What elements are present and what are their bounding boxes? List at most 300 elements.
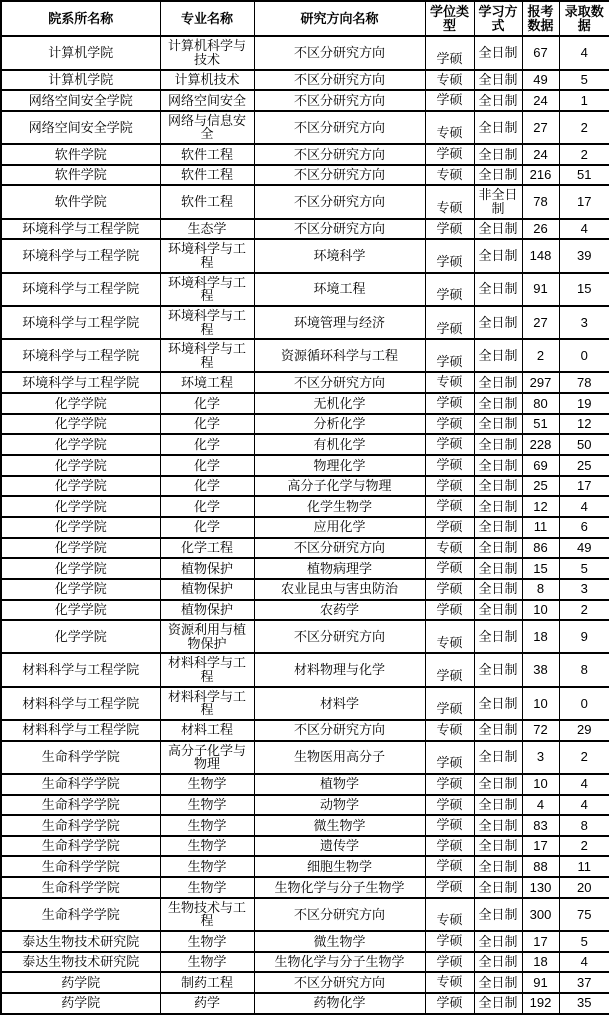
- cell: 生命科学学院: [1, 877, 160, 898]
- cell: 高分子化学与物理: [160, 741, 254, 774]
- cell: 12: [559, 414, 609, 435]
- table-row: [1, 600, 609, 621]
- table-row: [1, 393, 609, 414]
- cell: 15: [559, 273, 609, 306]
- cell: 4: [559, 795, 609, 816]
- cell: 生命科学学院: [1, 856, 160, 877]
- table-row: [1, 741, 609, 774]
- cell: 全日制: [474, 898, 522, 931]
- table-row: [1, 795, 609, 816]
- cell: 全日制: [474, 372, 522, 393]
- cell: 全日制: [474, 219, 522, 240]
- cell: 植物保护: [160, 579, 254, 600]
- cell: 生物学: [160, 774, 254, 795]
- cell: 25: [522, 476, 559, 497]
- cell: 2: [559, 144, 609, 165]
- cell: 植物病理学: [254, 558, 425, 579]
- table-row: [1, 496, 609, 517]
- cell: 83: [522, 815, 559, 836]
- cell: 非全日制: [474, 185, 522, 218]
- cell: 4: [522, 795, 559, 816]
- cell: 生物学: [160, 952, 254, 973]
- cell: 资源循环科学与工程: [254, 339, 425, 372]
- cell: 生物学: [160, 856, 254, 877]
- cell: 专硕: [425, 620, 474, 653]
- table-row: [1, 239, 609, 272]
- table-row: [1, 538, 609, 559]
- cell: 10: [522, 600, 559, 621]
- cell: 4: [559, 496, 609, 517]
- cell: 49: [559, 538, 609, 559]
- cell: 化学学院: [1, 620, 160, 653]
- cell: 0: [559, 339, 609, 372]
- cell: 学硕: [425, 877, 474, 898]
- cell: 环境科学与工程: [160, 273, 254, 306]
- cell: 不区分研究方向: [254, 972, 425, 993]
- cell: 学硕: [425, 815, 474, 836]
- header-row: [1, 1, 609, 36]
- cell: 学硕: [425, 558, 474, 579]
- cell: 生物化学与分子生物学: [254, 877, 425, 898]
- cell: 学硕: [425, 476, 474, 497]
- cell: 学硕: [425, 36, 474, 69]
- table-row: [1, 815, 609, 836]
- cell: 软件学院: [1, 185, 160, 218]
- cell: 网络空间安全: [160, 90, 254, 111]
- cell: 材料科学与工程学院: [1, 720, 160, 741]
- cell: 专硕: [425, 720, 474, 741]
- cell: 学硕: [425, 306, 474, 339]
- column-header: 研究方向名称: [254, 1, 425, 36]
- cell: 全日制: [474, 339, 522, 372]
- cell: 全日制: [474, 90, 522, 111]
- cell: 资源利用与植物保护: [160, 620, 254, 653]
- cell: 农业昆虫与害虫防治: [254, 579, 425, 600]
- cell: 全日制: [474, 795, 522, 816]
- cell: 80: [522, 393, 559, 414]
- cell: 农药学: [254, 600, 425, 621]
- cell: 化学学院: [1, 517, 160, 538]
- cell: 全日制: [474, 111, 522, 144]
- cell: 10: [522, 687, 559, 720]
- cell: 学硕: [425, 952, 474, 973]
- cell: 全日制: [474, 972, 522, 993]
- cell: 环境科学与工程: [160, 339, 254, 372]
- cell: 9: [559, 620, 609, 653]
- column-header: 学位类型: [425, 1, 474, 36]
- cell: 10: [522, 774, 559, 795]
- table-row: [1, 306, 609, 339]
- cell: 环境科学与工程学院: [1, 339, 160, 372]
- cell: 化学: [160, 414, 254, 435]
- cell: 软件工程: [160, 165, 254, 186]
- cell: 不区分研究方向: [254, 36, 425, 69]
- cell: 67: [522, 36, 559, 69]
- cell: 学硕: [425, 517, 474, 538]
- cell: 18: [522, 620, 559, 653]
- table-row: [1, 931, 609, 952]
- cell: 材料科学与工程: [160, 653, 254, 686]
- table-header: [1, 1, 609, 36]
- cell: 全日制: [474, 653, 522, 686]
- cell: 网络空间安全学院: [1, 111, 160, 144]
- cell: 88: [522, 856, 559, 877]
- cell: 全日制: [474, 306, 522, 339]
- table-row: [1, 517, 609, 538]
- cell: 全日制: [474, 434, 522, 455]
- cell: 化学学院: [1, 558, 160, 579]
- cell: 环境科学与工程学院: [1, 273, 160, 306]
- cell: 全日制: [474, 620, 522, 653]
- cell: 化学学院: [1, 393, 160, 414]
- table-row: [1, 720, 609, 741]
- cell: 软件学院: [1, 144, 160, 165]
- cell: 20: [559, 877, 609, 898]
- table-row: [1, 414, 609, 435]
- cell: 材料工程: [160, 720, 254, 741]
- table-row: [1, 898, 609, 931]
- cell: 材料科学与工程学院: [1, 687, 160, 720]
- table-row: [1, 620, 609, 653]
- table-row: [1, 558, 609, 579]
- cell: 学硕: [425, 836, 474, 857]
- cell: 学硕: [425, 339, 474, 372]
- cell: 不区分研究方向: [254, 720, 425, 741]
- cell: 全日制: [474, 877, 522, 898]
- cell: 全日制: [474, 720, 522, 741]
- cell: 生物化学与分子生物学: [254, 952, 425, 973]
- cell: 全日制: [474, 455, 522, 476]
- cell: 全日制: [474, 558, 522, 579]
- cell: 8: [559, 653, 609, 686]
- cell: 软件工程: [160, 185, 254, 218]
- cell: 网络空间安全学院: [1, 90, 160, 111]
- cell: 4: [559, 952, 609, 973]
- cell: 学硕: [425, 931, 474, 952]
- cell: 化学学院: [1, 476, 160, 497]
- cell: 4: [559, 36, 609, 69]
- cell: 微生物学: [254, 931, 425, 952]
- cell: 生物学: [160, 931, 254, 952]
- cell: 216: [522, 165, 559, 186]
- cell: 软件工程: [160, 144, 254, 165]
- cell: 学硕: [425, 414, 474, 435]
- cell: 专硕: [425, 538, 474, 559]
- table-row: [1, 70, 609, 91]
- cell: 24: [522, 90, 559, 111]
- table-row: [1, 455, 609, 476]
- table-row: [1, 579, 609, 600]
- cell: 学硕: [425, 496, 474, 517]
- cell: 学硕: [425, 239, 474, 272]
- cell: 全日制: [474, 600, 522, 621]
- cell: 环境科学: [254, 239, 425, 272]
- cell: 2: [522, 339, 559, 372]
- cell: 物理化学: [254, 455, 425, 476]
- cell: 不区分研究方向: [254, 620, 425, 653]
- cell: 学硕: [425, 774, 474, 795]
- cell: 环境科学与工程学院: [1, 239, 160, 272]
- cell: 化学: [160, 393, 254, 414]
- cell: 遗传学: [254, 836, 425, 857]
- cell: 37: [559, 972, 609, 993]
- cell: 环境科学与工程学院: [1, 306, 160, 339]
- cell: 1: [559, 90, 609, 111]
- cell: 专硕: [425, 111, 474, 144]
- cell: 3: [522, 741, 559, 774]
- cell: 不区分研究方向: [254, 185, 425, 218]
- cell: 植物保护: [160, 600, 254, 621]
- cell: 制药工程: [160, 972, 254, 993]
- cell: 全日制: [474, 774, 522, 795]
- cell: 生物医用高分子: [254, 741, 425, 774]
- cell: 全日制: [474, 165, 522, 186]
- cell: 5: [559, 70, 609, 91]
- cell: 78: [522, 185, 559, 218]
- cell: 计算机技术: [160, 70, 254, 91]
- cell: 不区分研究方向: [254, 219, 425, 240]
- cell: 39: [559, 239, 609, 272]
- cell: 材料科学与工程: [160, 687, 254, 720]
- cell: 49: [522, 70, 559, 91]
- cell: 分析化学: [254, 414, 425, 435]
- cell: 化学学院: [1, 579, 160, 600]
- cell: 学硕: [425, 144, 474, 165]
- table-row: [1, 434, 609, 455]
- cell: 72: [522, 720, 559, 741]
- cell: 2: [559, 836, 609, 857]
- cell: 环境科学与工程学院: [1, 219, 160, 240]
- column-header: 专业名称: [160, 1, 254, 36]
- cell: 全日制: [474, 239, 522, 272]
- cell: 学硕: [425, 741, 474, 774]
- cell: 4: [559, 219, 609, 240]
- cell: 学硕: [425, 273, 474, 306]
- column-header: 院系所名称: [1, 1, 160, 36]
- cell: 不区分研究方向: [254, 90, 425, 111]
- cell: 化学学院: [1, 496, 160, 517]
- cell: 全日制: [474, 496, 522, 517]
- cell: 3: [559, 306, 609, 339]
- cell: 148: [522, 239, 559, 272]
- table-row: [1, 972, 609, 993]
- table-row: [1, 144, 609, 165]
- cell: 生命科学学院: [1, 795, 160, 816]
- cell: 17: [522, 836, 559, 857]
- table-row: [1, 993, 609, 1014]
- cell: 全日制: [474, 952, 522, 973]
- cell: 环境科学与工程: [160, 306, 254, 339]
- cell: 91: [522, 273, 559, 306]
- cell: 生物学: [160, 877, 254, 898]
- cell: 全日制: [474, 741, 522, 774]
- table-row: [1, 185, 609, 218]
- cell: 学硕: [425, 795, 474, 816]
- cell: 91: [522, 972, 559, 993]
- cell: 不区分研究方向: [254, 70, 425, 91]
- cell: 不区分研究方向: [254, 372, 425, 393]
- cell: 化学: [160, 434, 254, 455]
- cell: 8: [522, 579, 559, 600]
- cell: 27: [522, 306, 559, 339]
- cell: 药物化学: [254, 993, 425, 1014]
- cell: 化学学院: [1, 414, 160, 435]
- cell: 生命科学学院: [1, 741, 160, 774]
- cell: 植物学: [254, 774, 425, 795]
- cell: 不区分研究方向: [254, 538, 425, 559]
- cell: 药学: [160, 993, 254, 1014]
- cell: 69: [522, 455, 559, 476]
- cell: 药学院: [1, 993, 160, 1014]
- cell: 泰达生物技术研究院: [1, 931, 160, 952]
- cell: 泰达生物技术研究院: [1, 952, 160, 973]
- table-body: [1, 36, 609, 1013]
- cell: 5: [559, 931, 609, 952]
- cell: 生命科学学院: [1, 836, 160, 857]
- cell: 6: [559, 517, 609, 538]
- cell: 全日制: [474, 414, 522, 435]
- cell: 不区分研究方向: [254, 111, 425, 144]
- cell: 12: [522, 496, 559, 517]
- table-row: [1, 687, 609, 720]
- cell: 全日制: [474, 836, 522, 857]
- cell: 环境科学与工程学院: [1, 372, 160, 393]
- cell: 17: [559, 185, 609, 218]
- cell: 11: [559, 856, 609, 877]
- cell: 生命科学学院: [1, 898, 160, 931]
- cell: 19: [559, 393, 609, 414]
- cell: 全日制: [474, 36, 522, 69]
- cell: 8: [559, 815, 609, 836]
- cell: 86: [522, 538, 559, 559]
- table-row: [1, 952, 609, 973]
- cell: 学硕: [425, 90, 474, 111]
- cell: 生命科学学院: [1, 815, 160, 836]
- cell: 学硕: [425, 393, 474, 414]
- cell: 2: [559, 111, 609, 144]
- cell: 动物学: [254, 795, 425, 816]
- cell: 环境管理与经济: [254, 306, 425, 339]
- cell: 11: [522, 517, 559, 538]
- table-row: [1, 372, 609, 393]
- cell: 学硕: [425, 600, 474, 621]
- column-header: 学习方式: [474, 1, 522, 36]
- cell: 35: [559, 993, 609, 1014]
- cell: 生物学: [160, 836, 254, 857]
- cell: 38: [522, 653, 559, 686]
- cell: 植物保护: [160, 558, 254, 579]
- cell: 不区分研究方向: [254, 165, 425, 186]
- cell: 网络与信息安全: [160, 111, 254, 144]
- cell: 5: [559, 558, 609, 579]
- cell: 全日制: [474, 931, 522, 952]
- table-row: [1, 219, 609, 240]
- cell: 18: [522, 952, 559, 973]
- cell: 学硕: [425, 993, 474, 1014]
- table-row: [1, 476, 609, 497]
- cell: 专硕: [425, 898, 474, 931]
- cell: 计算机科学与技术: [160, 36, 254, 69]
- cell: 材料科学与工程学院: [1, 653, 160, 686]
- cell: 17: [522, 931, 559, 952]
- cell: 27: [522, 111, 559, 144]
- cell: 不区分研究方向: [254, 144, 425, 165]
- cell: 专硕: [425, 185, 474, 218]
- cell: 0: [559, 687, 609, 720]
- cell: 26: [522, 219, 559, 240]
- cell: 学硕: [425, 856, 474, 877]
- cell: 专硕: [425, 972, 474, 993]
- cell: 生态学: [160, 219, 254, 240]
- cell: 微生物学: [254, 815, 425, 836]
- cell: 环境科学与工程: [160, 239, 254, 272]
- cell: 学硕: [425, 434, 474, 455]
- cell: 细胞生物学: [254, 856, 425, 877]
- cell: 化学学院: [1, 434, 160, 455]
- table-row: [1, 90, 609, 111]
- table-row: [1, 836, 609, 857]
- cell: 24: [522, 144, 559, 165]
- cell: 专硕: [425, 165, 474, 186]
- cell: 化学: [160, 496, 254, 517]
- cell: 无机化学: [254, 393, 425, 414]
- cell: 51: [559, 165, 609, 186]
- cell: 全日制: [474, 856, 522, 877]
- cell: 4: [559, 774, 609, 795]
- cell: 学硕: [425, 653, 474, 686]
- cell: 全日制: [474, 687, 522, 720]
- cell: 全日制: [474, 579, 522, 600]
- cell: 297: [522, 372, 559, 393]
- cell: 高分子化学与物理: [254, 476, 425, 497]
- table-row: [1, 165, 609, 186]
- cell: 全日制: [474, 393, 522, 414]
- cell: 有机化学: [254, 434, 425, 455]
- cell: 化学: [160, 517, 254, 538]
- cell: 材料物理与化学: [254, 653, 425, 686]
- cell: 环境工程: [254, 273, 425, 306]
- cell: 全日制: [474, 144, 522, 165]
- cell: 化学学院: [1, 538, 160, 559]
- table-row: [1, 273, 609, 306]
- cell: 全日制: [474, 993, 522, 1014]
- cell: 全日制: [474, 517, 522, 538]
- cell: 2: [559, 600, 609, 621]
- cell: 计算机学院: [1, 70, 160, 91]
- cell: 学硕: [425, 219, 474, 240]
- cell: 192: [522, 993, 559, 1014]
- cell: 专硕: [425, 70, 474, 91]
- cell: 全日制: [474, 815, 522, 836]
- cell: 环境工程: [160, 372, 254, 393]
- cell: 学硕: [425, 455, 474, 476]
- table-row: [1, 111, 609, 144]
- cell: 学硕: [425, 687, 474, 720]
- column-header: 录取数据: [559, 1, 609, 36]
- cell: 3: [559, 579, 609, 600]
- cell: 29: [559, 720, 609, 741]
- cell: 专硕: [425, 372, 474, 393]
- cell: 生命科学学院: [1, 774, 160, 795]
- cell: 生物技术与工程: [160, 898, 254, 931]
- cell: 软件学院: [1, 165, 160, 186]
- cell: 化学: [160, 476, 254, 497]
- cell: 化学学院: [1, 455, 160, 476]
- cell: 75: [559, 898, 609, 931]
- cell: 计算机学院: [1, 36, 160, 69]
- cell: 25: [559, 455, 609, 476]
- table-row: [1, 36, 609, 69]
